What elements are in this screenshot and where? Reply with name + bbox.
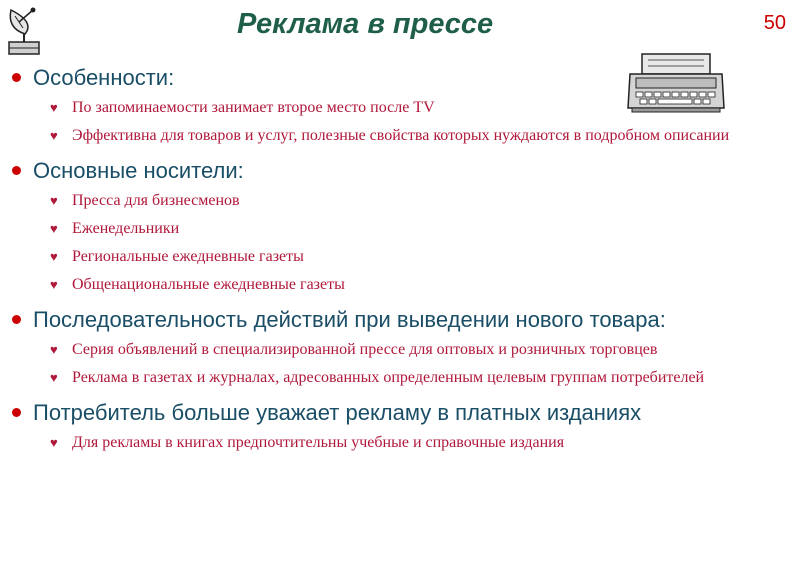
- section-consumer: [8, 399, 788, 454]
- bullet-dot-icon: [12, 408, 21, 417]
- section-heading: Особенности:: [33, 65, 175, 90]
- heart-bullet-icon: ♥: [50, 249, 58, 264]
- section-heading: Основные носители:: [33, 158, 244, 183]
- section-sequence: [8, 306, 788, 389]
- heart-bullet-icon: ♥: [50, 128, 58, 143]
- heart-bullet-icon: ♥: [50, 100, 58, 115]
- section-features: [8, 64, 788, 147]
- list-item: ♥ Эффективна для товаров и услуг, полезные свойства которых нуждаются в подробном описании: [50, 124, 788, 147]
- list-item: ♥ Региональные ежедневные газеты: [50, 245, 788, 268]
- bullet-dot-icon: [12, 73, 21, 82]
- heart-bullet-icon: ♥: [50, 370, 58, 385]
- list-item: ♥ По запоминаемости занимает второе место после TV: [50, 96, 788, 119]
- heart-bullet-icon: ♥: [50, 342, 58, 357]
- list-item: ♥ Реклама в газетах и журналах, адресованных определенным целевым группам потребителей: [50, 366, 788, 389]
- list-item: ♥ Еженедельники: [50, 217, 788, 240]
- list-item: ♥ Для рекламы в книгах предпочтительны учебные и справочные издания: [50, 431, 788, 454]
- section-heading: Потребитель больше уважает рекламу в платных изданиях: [33, 400, 642, 425]
- list-item: ♥ Общенациональные ежедневные газеты: [50, 273, 788, 296]
- heart-bullet-icon: ♥: [50, 221, 58, 236]
- heart-bullet-icon: ♥: [50, 277, 58, 292]
- slide-content: [8, 64, 788, 456]
- slide-title: Реклама в прессе: [237, 8, 494, 40]
- section-media: [8, 157, 788, 296]
- heart-bullet-icon: ♥: [50, 435, 58, 450]
- list-item: ♥ Пресса для бизнесменов: [50, 189, 788, 212]
- satellite-dish-icon: [5, 4, 43, 61]
- list-item: ♥ Серия объявлений в специализированной прессе для оптовых и розничных торговцев: [50, 338, 788, 361]
- bullet-dot-icon: [12, 315, 21, 324]
- section-heading: Последовательность действий при выведении нового товара:: [33, 307, 666, 332]
- heart-bullet-icon: ♥: [50, 193, 58, 208]
- slide-number: 50: [763, 12, 786, 34]
- bullet-dot-icon: [12, 166, 21, 175]
